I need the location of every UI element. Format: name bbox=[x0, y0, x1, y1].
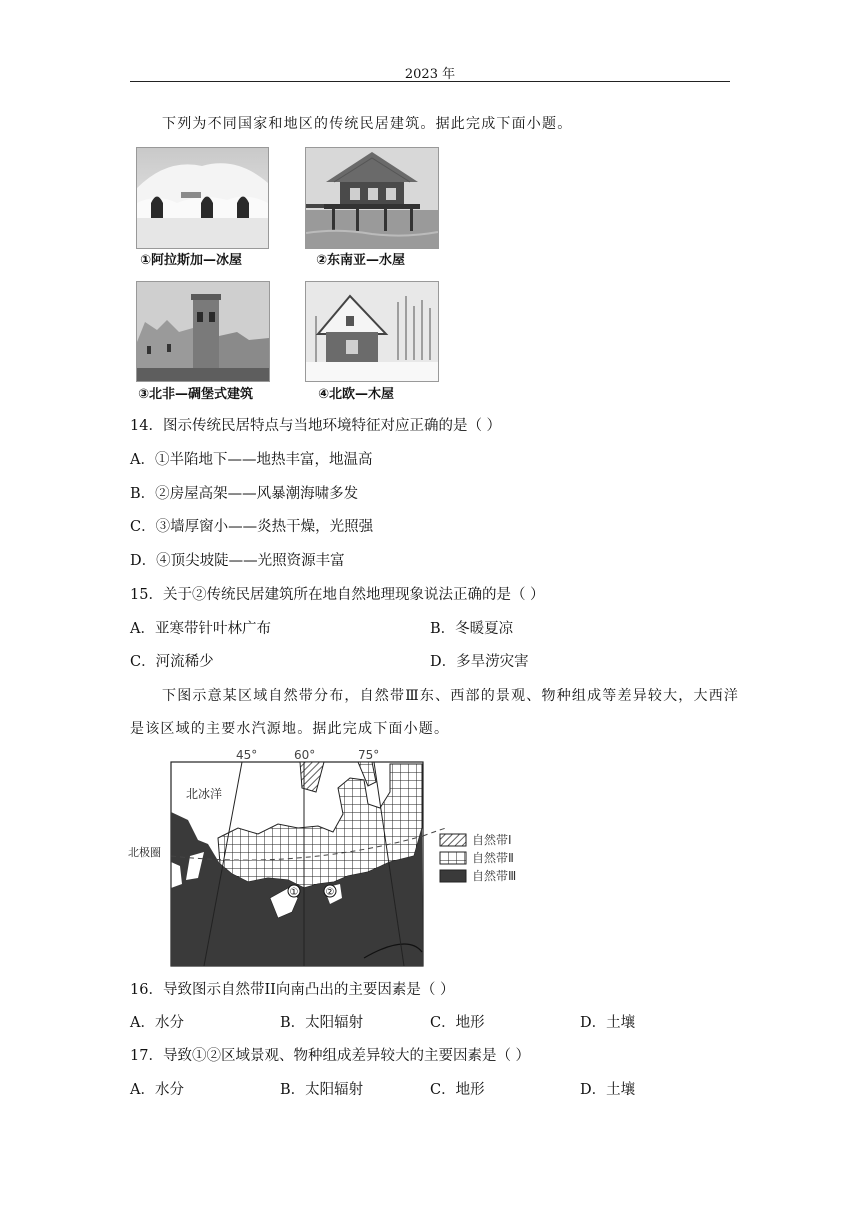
question-16-stem: 16．导致图示自然带II向南凸出的主要因素是（ ） bbox=[130, 982, 455, 998]
wooden-house-photo bbox=[305, 281, 439, 382]
legend-label-zone-3: 自然带Ⅲ bbox=[472, 869, 517, 883]
longitude-label-60: 60° bbox=[294, 748, 316, 762]
photo-caption-3: ③北非—碉堡式建筑 bbox=[138, 387, 254, 402]
natural-zone-map bbox=[128, 748, 528, 970]
header-year: 2023 年 bbox=[404, 67, 456, 82]
q17-option-c: C．地形 bbox=[430, 1082, 485, 1098]
question-15-stem: 15．关于②传统民居建筑所在地自然地理现象说法正确的是（ ） bbox=[130, 587, 545, 603]
q17-option-a: A．水分 bbox=[130, 1082, 184, 1098]
igloo-photo bbox=[136, 147, 269, 249]
q16-option-d: D．土壤 bbox=[580, 1015, 636, 1031]
water-house-photo bbox=[305, 147, 439, 249]
legend-swatch-zone-3 bbox=[440, 870, 466, 882]
marker-1: ① bbox=[289, 887, 299, 898]
legend-swatch-zone-2 bbox=[440, 852, 466, 864]
header-divider bbox=[130, 81, 730, 82]
ocean-label: 北冰洋 bbox=[186, 787, 223, 801]
q14-option-b: B．②房屋高架——风暴潮海啸多发 bbox=[130, 486, 359, 502]
fortress-photo bbox=[136, 281, 270, 382]
q16-option-c: C．地形 bbox=[430, 1015, 485, 1031]
q17-option-d: D．土壤 bbox=[580, 1082, 636, 1098]
legend-label-zone-2: 自然带Ⅱ bbox=[472, 851, 514, 865]
photo-caption-4: ④北欧—木屋 bbox=[318, 387, 395, 402]
q15-option-c: C．河流稀少 bbox=[130, 654, 214, 670]
q15-option-b: B．冬暖夏凉 bbox=[430, 621, 514, 637]
marker-2: ② bbox=[325, 887, 335, 898]
arctic-circle-label: 北极圈 bbox=[128, 846, 161, 859]
legend-swatch-zone-1 bbox=[440, 834, 466, 846]
photo-caption-2: ②东南亚—水屋 bbox=[316, 253, 406, 268]
q16-option-a: A．水分 bbox=[130, 1015, 184, 1031]
intro-paragraph-2-line-2: 是该区域的主要水汽源地。据此完成下面小题。 bbox=[130, 721, 450, 737]
legend-label-zone-1: 自然带Ⅰ bbox=[472, 833, 512, 847]
q14-option-c: C．③墙厚窗小——炎热干燥，光照强 bbox=[130, 519, 374, 535]
photo-caption-1: ①阿拉斯加—冰屋 bbox=[140, 253, 243, 268]
longitude-label-75: 75° bbox=[358, 748, 380, 762]
question-17-stem: 17．导致①②区域景观、物种组成差异较大的主要因素是（ ） bbox=[130, 1048, 531, 1064]
q15-option-a: A．亚寒带针叶林广布 bbox=[130, 621, 271, 637]
q14-option-a: A．①半陷地下——地热丰富，地温高 bbox=[130, 452, 373, 468]
q14-option-d: D．④顶尖坡陡——光照资源丰富 bbox=[130, 553, 345, 569]
q17-option-b: B．太阳辐射 bbox=[280, 1082, 364, 1098]
intro-paragraph-1: 下列为不同国家和地区的传统民居建筑。据此完成下面小题。 bbox=[162, 116, 573, 132]
q15-option-d: D．多旱涝灾害 bbox=[430, 654, 529, 670]
question-14-stem: 14．图示传统民居特点与当地环境特征对应正确的是（ ） bbox=[130, 418, 502, 434]
intro-paragraph-2-line-1: 下图示意某区域自然带分布，自然带Ⅲ东、西部的景观、物种组成等差异较大，大西洋 bbox=[162, 688, 740, 704]
longitude-label-45: 45° bbox=[236, 748, 258, 762]
q16-option-b: B．太阳辐射 bbox=[280, 1015, 364, 1031]
